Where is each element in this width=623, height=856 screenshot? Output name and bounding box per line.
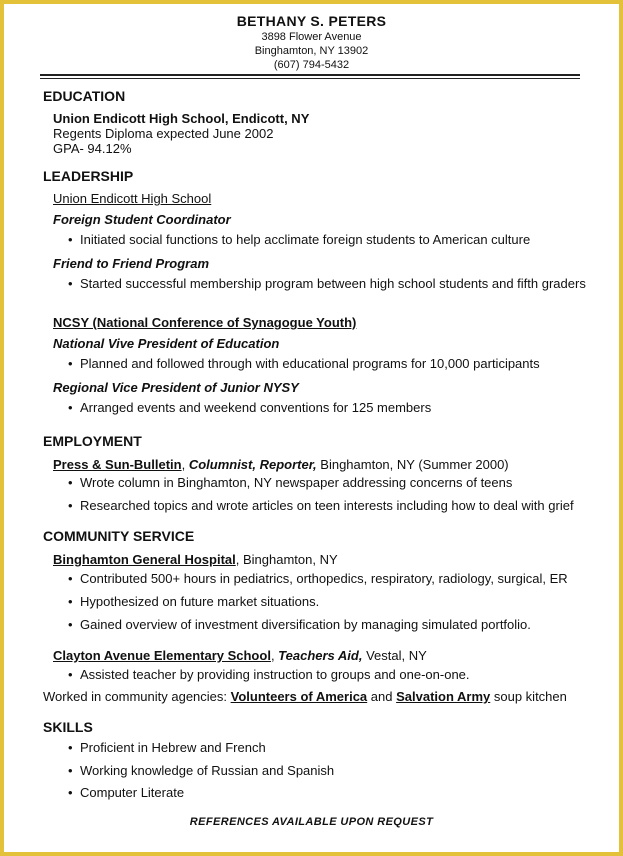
employment-role: Columnist, Reporter, <box>188 457 317 472</box>
community-entry-2: Clayton Avenue Elementary School, Teachers Aid, Vestal, NY <box>53 648 427 663</box>
bullet-icon: • <box>68 498 73 513</box>
bullet-icon: • <box>68 667 73 682</box>
leadership-org-2: NCSY (National Conference of Synagogue Youth) <box>53 315 357 330</box>
header-divider-bottom <box>40 78 580 79</box>
resume-page: BETHANY S. PETERS 3898 Flower Avenue Binghamton, NY 13902 (607) 794-5432 EDUCATION Union Endicott High School, Endicott, NY Regents Diploma expected June 2002 GPA- 94.12% LEADERSHIP Union Endicott High School Foreign Student Coordinator • Initiated social functions to help acclimate foreign students to American culture Friend to Friend Program • Started successful membership program between high school students and fifth graders NCSY (National Conference of Synagogue Youth) National Vive President of Education • Planned and followed through with educational programs for 10,000 participants Regional Vice President of Junior NYSY • Arranged events and weekend conventions for 125 members EMPLOYMENT Press & Sun-Bulletin, Columnist, Reporter, Binghamton, NY (Summer 2000) • Wrote column in Binghamton, NY newspaper addressing concerns of teens • Researched topics and wrote articles on teen interests including how to deal with grief COMMUNITY SERVICE Binghamton General Hospital, Binghamton, NY • Contributed 500+ hours in pediatrics, orthopedics, respiratory, radiology, surgical, ER • Hypothesized on future market situations. • Gained overview of investment diversification by managing simulated portfolio. Clayton Avenue Elementary School, Teachers Aid, Vestal, NY • Assisted teacher by providing instruction to groups and one-on-one. Worked in community agencies: Volunteers of America and Salvation Army soup kitchen SKILLS • Proficient in Hebrew and French • Working knowledge of Russian and Spanish • Computer Literate REFERENCES AVAILABLE UPON REQUEST <box>0 0 623 856</box>
applicant-name: BETHANY S. PETERS <box>236 13 387 29</box>
bullet-icon: • <box>68 740 73 755</box>
street-address: 3898 Flower Avenue <box>261 31 362 43</box>
education-diploma: Regents Diploma expected June 2002 <box>53 126 274 141</box>
agency-1: Volunteers of America <box>230 689 368 704</box>
leadership-role-1: Foreign Student Coordinator <box>53 212 231 227</box>
agency-2: Salvation Army <box>396 689 491 704</box>
bullet-icon: • <box>68 594 73 609</box>
community-org-1: Binghamton General Hospital <box>53 552 236 567</box>
bullet-icon: • <box>68 617 73 632</box>
header-divider-top <box>40 74 580 76</box>
bullet-icon: • <box>68 400 73 415</box>
employment-entry: Press & Sun-Bulletin, Columnist, Reporter, Binghamton, NY (Summer 2000) <box>53 457 509 472</box>
community-entry-1: Binghamton General Hospital, Binghamton, NY <box>53 552 338 567</box>
section-heading-leadership: LEADERSHIP <box>43 168 134 184</box>
education-gpa: GPA- 94.12% <box>53 141 132 156</box>
community-role-2: Teachers Aid, <box>278 648 363 663</box>
bullet-icon: • <box>68 571 73 586</box>
section-heading-community: COMMUNITY SERVICE <box>43 528 195 544</box>
community-org-2: Clayton Avenue Elementary School <box>53 648 271 663</box>
section-heading-employment: EMPLOYMENT <box>43 433 142 449</box>
leadership-role-2: Friend to Friend Program <box>53 256 210 271</box>
bullet-icon: • <box>68 785 73 800</box>
employment-location: Binghamton, NY (Summer 2000) <box>316 457 509 472</box>
bullet-icon: • <box>68 276 73 291</box>
phone-number: (607) 794-5432 <box>273 59 350 71</box>
bullet-icon: • <box>68 356 73 371</box>
bullet-icon: • <box>68 763 73 778</box>
section-heading-skills: SKILLS <box>43 719 93 735</box>
city-state-zip: Binghamton, NY 13902 <box>254 45 369 57</box>
references-note: REFERENCES AVAILABLE UPON REQUEST <box>189 816 434 828</box>
bullet-icon: • <box>68 475 73 490</box>
education-school: Union Endicott High School, Endicott, NY <box>53 111 310 126</box>
leadership-org-1: Union Endicott High School <box>53 191 212 206</box>
bullet-icon: • <box>68 232 73 247</box>
leadership-role-4: Regional Vice President of Junior NYSY <box>53 380 299 395</box>
section-heading-education: EDUCATION <box>43 88 126 104</box>
employment-org: Press & Sun-Bulletin <box>53 457 182 472</box>
leadership-role-3: National Vive President of Education <box>53 336 280 351</box>
community-agencies: Worked in community agencies: Volunteers of America and Salvation Army soup kitchen <box>43 689 567 704</box>
resume-header <box>0 13 623 72</box>
